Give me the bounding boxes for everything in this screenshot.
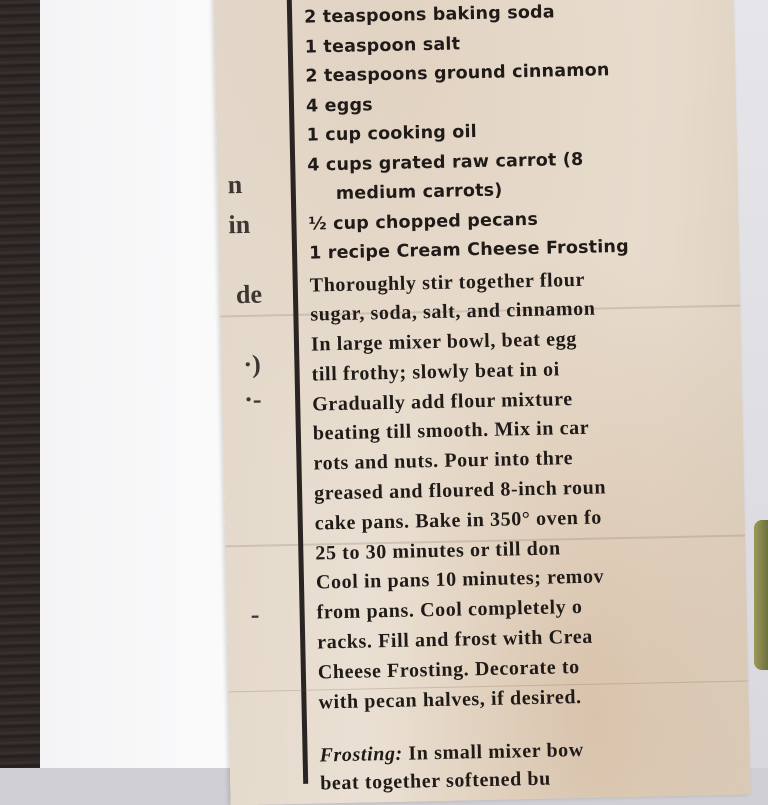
recipe-text [304, 0, 721, 798]
frosting-label: Frosting: [319, 743, 404, 767]
ingredient-line: 1 recipe Cream Cheese Frosting [308, 236, 630, 264]
method-line: with pecan halves, if desired. [318, 685, 582, 714]
method-line: Gradually add flour mixture [312, 387, 573, 416]
method-line: beating till smooth. Mix in car [312, 417, 590, 446]
method-line: In large mixer bowl, beat egg [310, 328, 578, 356]
method-line: greased and floured 8-inch roun [313, 476, 607, 505]
method-line: Cool in pans 10 minutes; remov [315, 565, 605, 594]
method-line: till frothy; slowly beat in oi [311, 358, 561, 386]
ingredient-line: ½ cup chopped pecans [308, 209, 539, 235]
method-line: 25 to 30 minutes or till don [315, 537, 561, 565]
method-line: rots and nuts. Pour into thre [313, 447, 574, 475]
left-column-fragments [227, 159, 287, 629]
method-line: from pans. Cool completely o [316, 596, 583, 624]
ingredient-line: medium carrots) [335, 180, 503, 205]
ingredient-line: 4 cups grated raw carrot (8 [307, 149, 584, 176]
fragment-text: in [228, 209, 251, 240]
frosting-paragraph [319, 734, 692, 798]
fragment-text: ·) [243, 349, 262, 379]
method-line: cake pans. Bake in 350° oven fo [314, 506, 603, 535]
fragment-text: ·- [243, 384, 262, 414]
method-line: Cheese Frosting. Decorate to [317, 655, 580, 684]
frosting-text: In small mixer bow [408, 739, 585, 766]
fragment-text: n [227, 169, 243, 200]
ingredient-line: 1 teaspoon salt [304, 33, 461, 58]
column-rule [286, 0, 308, 784]
method-line: sugar, soda, salt, and cinnamon [310, 297, 596, 326]
method-line: Thoroughly stir together flour [309, 268, 586, 297]
method-paragraph [309, 263, 690, 718]
fragment-text: de [235, 279, 263, 310]
green-object-edge [754, 520, 768, 670]
ingredient-line: 1 cup cooking oil [306, 122, 478, 146]
newspaper-clipping [213, 0, 750, 805]
method-line: racks. Fill and frost with Crea [317, 625, 594, 654]
ingredient-line: 2 teaspoons baking soda [303, 2, 556, 28]
frosting-line: beat together softened bu [319, 768, 552, 795]
ingredient-line: 4 eggs [305, 94, 374, 117]
ingredient-line: 2 teaspoons ground cinnamon [305, 60, 610, 87]
fragment-text: - [250, 599, 260, 629]
